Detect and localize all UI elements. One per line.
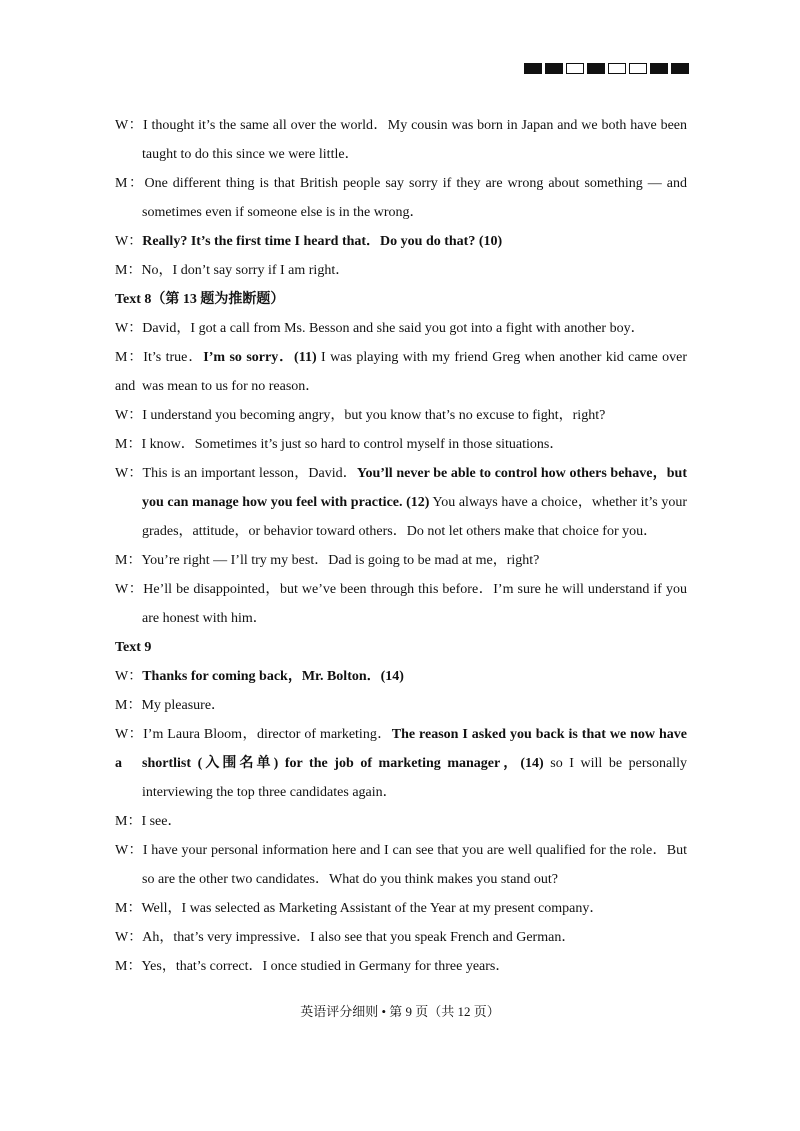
transcript-line: are honest with him． [142, 611, 267, 626]
transcript-line: W：I’m Laura Bloom，director of marketing．The reason I asked you back is that we now have a [115, 727, 687, 771]
header-mark-empty [629, 63, 647, 74]
header-mark-empty [566, 63, 584, 74]
transcript-line: shortlist (入围名单) for the job of marketing manager，(14) so I will be personally [142, 756, 688, 771]
transcript-line: W：This is an important lesson，David．You’ll never be able to control how others behave，but [115, 466, 687, 481]
answer-highlight: Really? It’s the first time I heard that．Do you do that? (10) [142, 234, 503, 249]
header-mark-filled [587, 63, 605, 74]
transcript-line: W：He’ll be disappointed，but we’ve been through this before．I’m sure he will understand if you [115, 582, 687, 597]
transcript-line: M：Well，I was selected as Marketing Assistant of the Year at my present company． [115, 901, 604, 916]
header-mark-filled [650, 63, 668, 74]
transcript-line: W：I have your personal information here and I can see that you are well qualified for the role．But [115, 843, 687, 858]
transcript-line: M：I know．Sometimes it’s just so hard to control myself in those situations． [115, 437, 564, 452]
transcript-line: was mean to us for no reason． [142, 379, 320, 394]
transcript-line: M：No，I don’t say sorry if I am right． [115, 263, 350, 278]
section-heading-text-9: Text 9 [115, 640, 152, 655]
page-header-marks [524, 63, 689, 74]
answer-highlight: You’ll never be able to control how others behave，but [356, 466, 687, 481]
answer-highlight: Thanks for coming back，Mr. Bolton．(14) [142, 669, 404, 684]
section-heading-text-8: Text 8（第 13 题为推断题） [115, 292, 285, 307]
transcript-line: W：Really? It’s the first time I heard that．Do you do that? (10) [115, 234, 503, 249]
answer-highlight: The reason I asked you back is that we now have a [115, 727, 687, 771]
transcript-line: M：It’s true．I’m so sorry．(11) I was playing with my friend Greg when another kid came over and [115, 350, 687, 394]
transcript-line: taught to do this since we were little． [142, 147, 359, 162]
transcript-line: W：Ah，that’s very impressive．I also see that you speak French and German． [115, 930, 576, 945]
answer-highlight: you can manage how you feel with practice. (12) [142, 495, 430, 510]
answer-highlight: I’m so sorry．(11) [203, 350, 317, 365]
transcript-line: so are the other two candidates．What do you think makes you stand out? [142, 872, 559, 887]
header-mark-filled [545, 63, 563, 74]
transcript-line: W：Thanks for coming back，Mr. Bolton．(14) [115, 669, 404, 684]
transcript-line: grades，attitude，or behavior toward others．Do not let others make that choice for you． [142, 524, 658, 539]
transcript-line: M：One different thing is that British people say sorry if they are wrong about something — and [115, 176, 687, 191]
transcript-line: you can manage how you feel with practice. (12) You always have a choice，whether it’s your [142, 495, 688, 510]
transcript-line: M：Yes，that’s correct．I once studied in Germany for three years． [115, 959, 510, 974]
answer-highlight: shortlist (入围名单) for the job of marketing manager，(14) [142, 756, 544, 771]
transcript-line: interviewing the top three candidates again． [142, 785, 397, 800]
transcript-line: M：My pleasure． [115, 698, 226, 713]
transcript-body [115, 111, 687, 981]
header-mark-filled [524, 63, 542, 74]
transcript-line: W：I thought it’s the same all over the world．My cousin was born in Japan and we both have been [115, 118, 687, 133]
transcript-line: M：You’re right — I’ll try my best．Dad is going to be mad at me，right? [115, 553, 540, 568]
transcript-line: M：I see． [115, 814, 182, 829]
page-footer: 英语评分细则 • 第 9 页（共 12 页） [300, 1004, 500, 1019]
transcript-line: W：I understand you becoming angry，but you know that’s no excuse to fight，right? [115, 408, 606, 423]
transcript-line: sometimes even if someone else is in the wrong． [142, 205, 424, 220]
header-mark-filled [671, 63, 689, 74]
header-mark-empty [608, 63, 626, 74]
transcript-line: W：David，I got a call from Ms. Besson and she said you got into a fight with another boy． [115, 321, 645, 336]
